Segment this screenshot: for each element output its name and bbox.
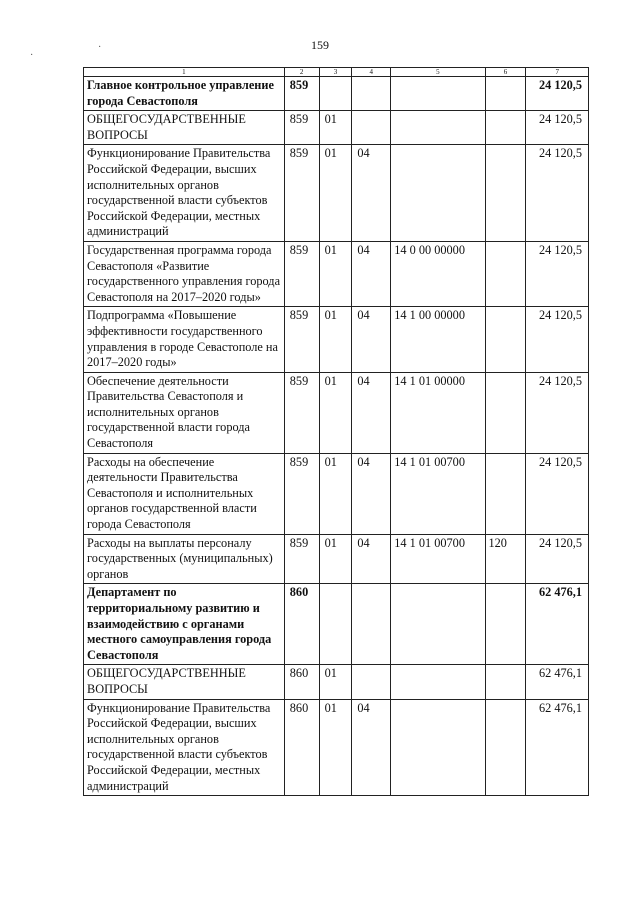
row-name: Подпрограмма «Повышение эффективности государственного управления в городе Севастополе на 2017–2020 годы» bbox=[84, 307, 285, 372]
row-amount: 62 476,1 bbox=[526, 699, 589, 796]
row-amount: 24 120,5 bbox=[526, 145, 589, 242]
column-number: 2 bbox=[284, 68, 319, 77]
row-section: 01 bbox=[319, 372, 352, 453]
row-subsection: 04 bbox=[352, 372, 391, 453]
row-amount: 62 476,1 bbox=[526, 584, 589, 665]
table-row bbox=[84, 111, 589, 145]
row-target bbox=[391, 111, 485, 145]
row-target bbox=[391, 665, 485, 699]
row-name: Обеспечение деятельности Правительства Севастополя и исполнительных органов государственной власти города Севастополя bbox=[84, 372, 285, 453]
scan-speck: · bbox=[30, 50, 34, 61]
table-row bbox=[84, 307, 589, 372]
row-type: 120 bbox=[485, 534, 526, 584]
row-target: 14 0 00 00000 bbox=[391, 241, 485, 306]
row-section: 01 bbox=[319, 453, 352, 534]
page-number: 159 bbox=[311, 38, 329, 52]
row-type bbox=[485, 77, 526, 111]
row-target: 14 1 01 00700 bbox=[391, 453, 485, 534]
row-section bbox=[319, 584, 352, 665]
row-type bbox=[485, 665, 526, 699]
row-name: Расходы на выплаты персоналу государственных (муниципальных) органов bbox=[84, 534, 285, 584]
scan-speck: · bbox=[98, 42, 102, 53]
row-type bbox=[485, 145, 526, 242]
row-code: 859 bbox=[284, 145, 319, 242]
row-name: Государственная программа города Севастополя «Развитие государственного управления города Севастополя на 2017–2020 годы» bbox=[84, 241, 285, 306]
row-section bbox=[319, 77, 352, 111]
row-type bbox=[485, 584, 526, 665]
row-code: 859 bbox=[284, 372, 319, 453]
row-target bbox=[391, 77, 485, 111]
row-target bbox=[391, 145, 485, 242]
row-target: 14 1 00 00000 bbox=[391, 307, 485, 372]
row-code: 859 bbox=[284, 241, 319, 306]
row-amount: 62 476,1 bbox=[526, 665, 589, 699]
row-section: 01 bbox=[319, 307, 352, 372]
row-code: 859 bbox=[284, 453, 319, 534]
row-section: 01 bbox=[319, 145, 352, 242]
row-name: ОБЩЕГОСУДАРСТВЕННЫЕ ВОПРОСЫ bbox=[84, 111, 285, 145]
table-row bbox=[84, 372, 589, 453]
column-number: 4 bbox=[352, 68, 391, 77]
row-amount: 24 120,5 bbox=[526, 453, 589, 534]
row-subsection: 04 bbox=[352, 534, 391, 584]
row-type bbox=[485, 241, 526, 306]
row-code: 860 bbox=[284, 665, 319, 699]
row-name: Функционирование Правительства Российской Федерации, высших исполнительных органов государственной власти субъектов Российской Федерации, местных администраций bbox=[84, 145, 285, 242]
column-number: 7 bbox=[526, 68, 589, 77]
row-type bbox=[485, 111, 526, 145]
table-row bbox=[84, 241, 589, 306]
row-amount: 24 120,5 bbox=[526, 111, 589, 145]
row-code: 859 bbox=[284, 111, 319, 145]
row-name: Департамент по территориальному развитию и взаимодействию с органами местного самоуправления города Севастополя bbox=[84, 584, 285, 665]
row-section: 01 bbox=[319, 241, 352, 306]
row-section: 01 bbox=[319, 699, 352, 796]
table-row bbox=[84, 665, 589, 699]
table-row bbox=[84, 584, 589, 665]
column-number-row bbox=[84, 68, 589, 77]
column-number: 3 bbox=[319, 68, 352, 77]
budget-table bbox=[83, 67, 589, 796]
table-row bbox=[84, 453, 589, 534]
row-amount: 24 120,5 bbox=[526, 241, 589, 306]
row-section: 01 bbox=[319, 534, 352, 584]
row-subsection: 04 bbox=[352, 699, 391, 796]
row-target: 14 1 01 00000 bbox=[391, 372, 485, 453]
row-subsection: 04 bbox=[352, 241, 391, 306]
row-name: Расходы на обеспечение деятельности Правительства Севастополя и исполнительных органов государственной власти города Севастополя bbox=[84, 453, 285, 534]
row-code: 859 bbox=[284, 77, 319, 111]
row-subsection bbox=[352, 77, 391, 111]
table-row bbox=[84, 699, 589, 796]
row-type bbox=[485, 372, 526, 453]
row-target bbox=[391, 699, 485, 796]
row-name: Функционирование Правительства Российской Федерации, высших исполнительных органов государственной власти субъектов Российской Федерации, местных администраций bbox=[84, 699, 285, 796]
row-section: 01 bbox=[319, 111, 352, 145]
row-subsection: 04 bbox=[352, 145, 391, 242]
table-row bbox=[84, 534, 589, 584]
row-code: 860 bbox=[284, 699, 319, 796]
row-target bbox=[391, 584, 485, 665]
row-name: Главное контрольное управление города Севастополя bbox=[84, 77, 285, 111]
row-code: 860 bbox=[284, 584, 319, 665]
table-row bbox=[84, 77, 589, 111]
row-type bbox=[485, 453, 526, 534]
column-number: 5 bbox=[391, 68, 485, 77]
table-row bbox=[84, 145, 589, 242]
row-amount: 24 120,5 bbox=[526, 372, 589, 453]
row-code: 859 bbox=[284, 307, 319, 372]
column-number: 1 bbox=[84, 68, 285, 77]
row-amount: 24 120,5 bbox=[526, 307, 589, 372]
row-subsection: 04 bbox=[352, 307, 391, 372]
row-subsection bbox=[352, 111, 391, 145]
row-subsection: 04 bbox=[352, 453, 391, 534]
column-number: 6 bbox=[485, 68, 526, 77]
row-code: 859 bbox=[284, 534, 319, 584]
row-type bbox=[485, 699, 526, 796]
row-section: 01 bbox=[319, 665, 352, 699]
row-target: 14 1 01 00700 bbox=[391, 534, 485, 584]
row-name: ОБЩЕГОСУДАРСТВЕННЫЕ ВОПРОСЫ bbox=[84, 665, 285, 699]
row-amount: 24 120,5 bbox=[526, 534, 589, 584]
row-type bbox=[485, 307, 526, 372]
row-subsection bbox=[352, 584, 391, 665]
row-amount: 24 120,5 bbox=[526, 77, 589, 111]
row-subsection bbox=[352, 665, 391, 699]
